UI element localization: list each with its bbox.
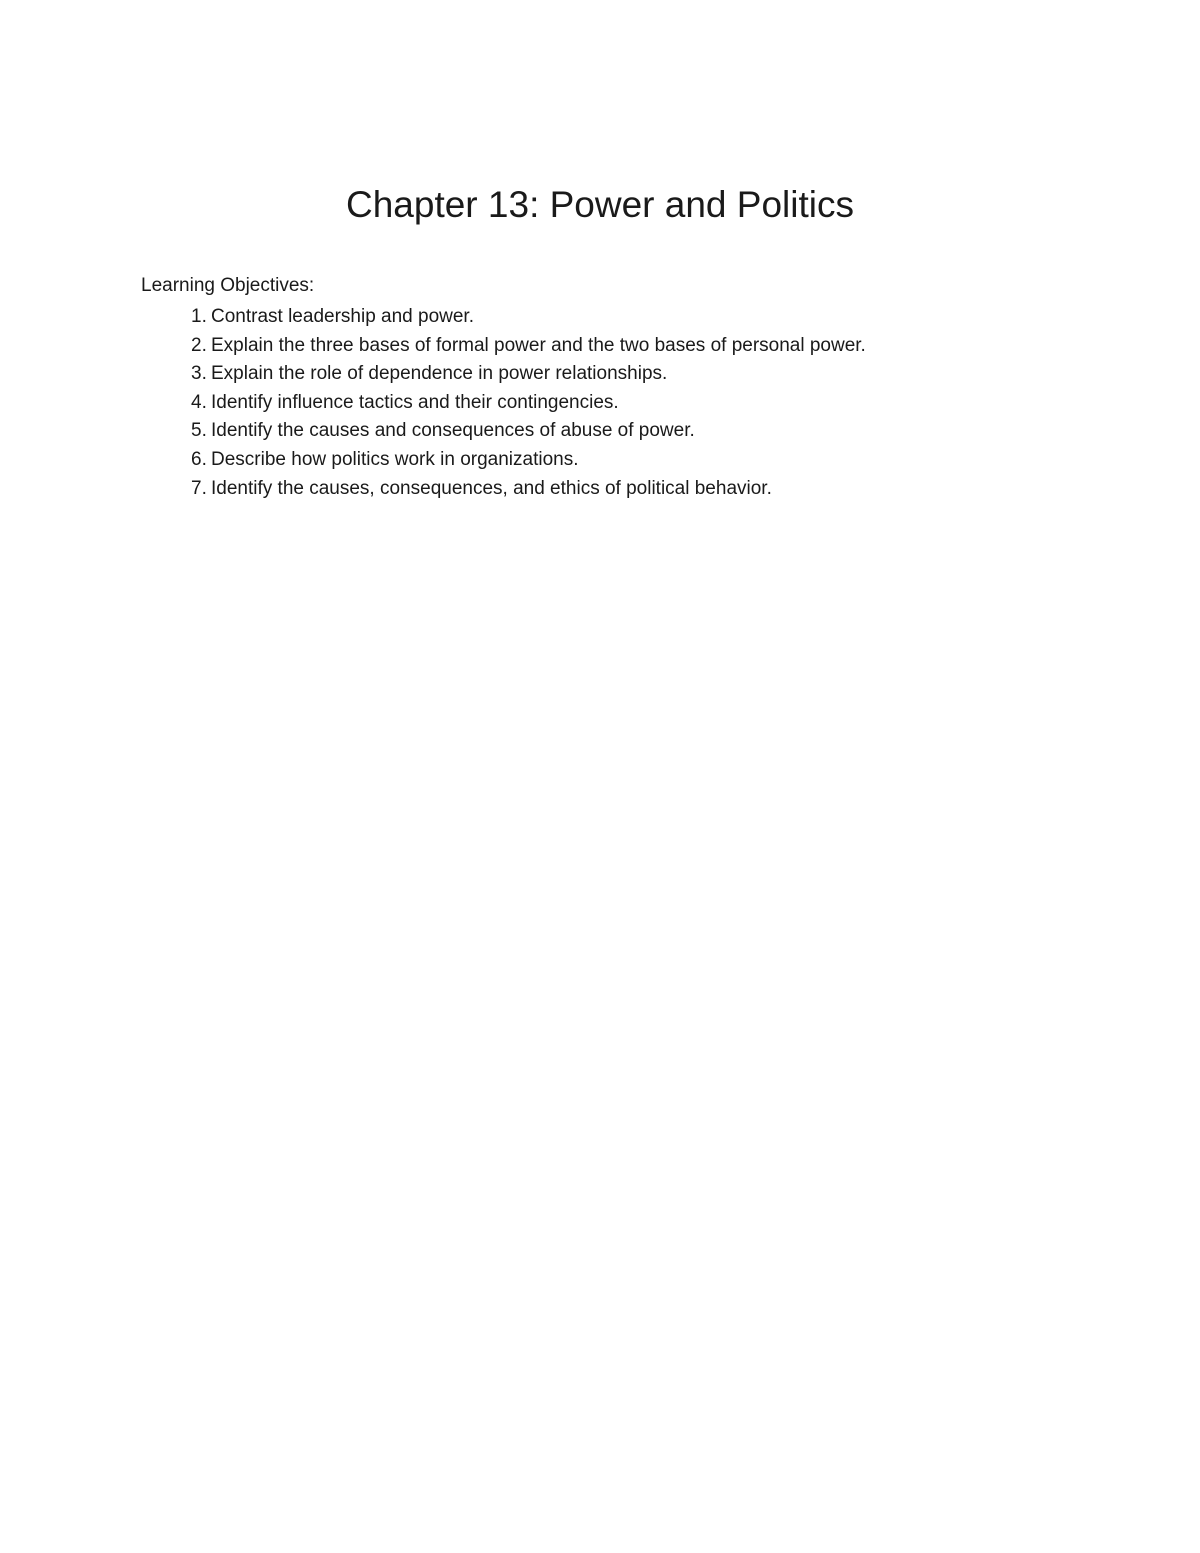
list-item [141,332,1101,361]
list-item [141,417,1101,446]
list-item [141,360,1101,389]
list-item-number: 1. [191,306,207,327]
list-item [141,389,1101,418]
list-item-number: 6. [191,448,207,470]
list-item [141,475,1101,504]
list-item-number: 2. [191,334,207,356]
list-item-text: Contrast leadership and power. [211,306,474,327]
list-item-text: Identify influence tactics and their contingencies. [211,391,619,413]
objectives-heading: Learning Objectives: [141,275,315,296]
list-item-text: Describe how politics work in organizations. [211,448,579,470]
list-item-text: Identify the causes, consequences, and ethics of political behavior. [211,477,772,499]
objectives-list [141,303,1101,503]
list-item-text: Explain the role of dependence in power relationships. [211,363,668,385]
list-item [141,446,1101,475]
list-item-number: 3. [191,363,207,385]
list-item-number: 7. [191,477,207,499]
list-item-number: 4. [191,391,207,413]
list-item-text: Explain the three bases of formal power and the two bases of personal power. [211,334,866,356]
list-item-number: 5. [191,420,207,442]
list-item-text: Identify the causes and consequences of abuse of power. [211,420,695,442]
page-title: Chapter 13: Power and Politics [346,184,854,225]
list-item [141,303,1101,332]
